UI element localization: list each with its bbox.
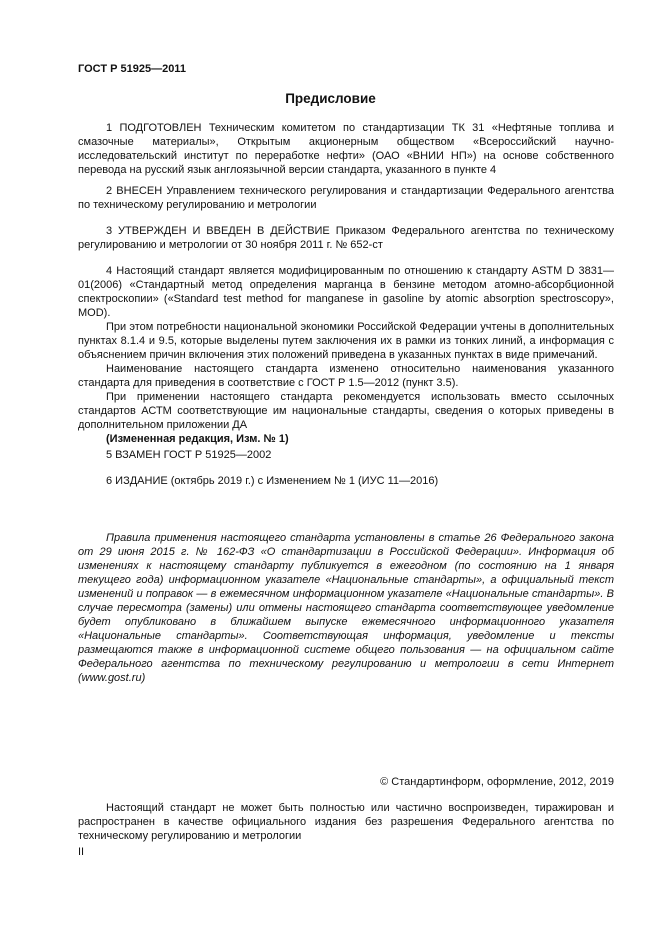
legal-notice [78, 531, 614, 685]
item-4-additions: При этом потребности национальной экономики Российской Федерации учтены в дополнительных пунктах 8.1.4 и 9.5, которые выделены путем заключения их в рамки из тонких линий, а информация с объяснением причин включения этих положений приведена в указанных пунктах в виде примечаний. [78, 321, 614, 361]
item-6 [78, 474, 614, 488]
item-4-text: 4 Настоящий стандарт является модифицированным по отношению к стандарту ASTM D 3831—01(2006) «Стандартный метод определения марганца в бензине методом атомно-абсорбционной спектроскопии» («Standard test method for manganese in gasoline by atomic absorption spectroscopy», MOD). [78, 265, 614, 319]
item-3-text: 3 УТВЕРЖДЕН И ВВЕДЕН В ДЕЙСТВИЕ Приказом Федерального агентства по техническому регулированию и метрологии от 30 ноября 2011 г. № 652-ст [78, 225, 614, 251]
item-2 [78, 184, 614, 212]
rights-statement-text: Настоящий стандарт не может быть полностью или частично воспроизведен, тиражирован и распространен в качестве официального издания без разрешения Федерального агентства по техническому регулированию и метрологии [78, 802, 614, 842]
copyright: © Стандартинформ, оформление, 2012, 2019 [380, 776, 614, 788]
item-1 [78, 121, 614, 177]
item-4-references: При применении настоящего стандарта рекомендуется использовать вместо ссылочных стандартов АСТМ соответствующие им национальные стандарты, сведения о которых приведены в дополнительном приложении ДА [78, 391, 614, 431]
document-code: ГОСТ Р 51925—2011 [78, 63, 186, 75]
amendment-note: (Измененная редакция, Изм. № 1) [106, 433, 289, 445]
page-title: Предисловие [285, 91, 376, 106]
item-6-text: 6 ИЗДАНИЕ (октябрь 2019 г.) с Изменением № 1 (ИУС 11—2016) [106, 475, 439, 487]
item-5 [78, 448, 614, 462]
item-4 [78, 264, 614, 446]
item-1-text: 1 ПОДГОТОВЛЕН Техническим комитетом по стандартизации ТК 31 «Нефтяные топлива и смазочные материалы», Открытым акционерным обществом «Всероссийский научно-исследовательский институт по переработке нефти» (ОАО «ВНИИ НП») на основе собственного перевода на русский язык англоязычной версии стандарта, указанного в пункте 4 [78, 122, 614, 176]
item-5-text: 5 ВЗАМЕН ГОСТ Р 51925—2002 [106, 449, 272, 461]
legal-notice-text: Правила применения настоящего стандарта установлены в статье 26 Федерального закона от 29 июня 2015 г. № 162-ФЗ «О стандартизации в Российской Федерации». Информация об изменениях к настоящему стандарту публикуется в ежегодном (по состоянию на 1 января текущего года) информационном указателе «Национальные стандарты», а официальный текст изменений и поправок — в ежемесячном информационном указателе «Национальные стандарты». В случае пересмотра (замены) или отмены настоящего стандарта соответствующее уведомление будет опубликовано в ближайшем выпуске ежемесячного информационного указателя «Национальные стандарты». Соответствующая информация, уведомление и тексты размещаются также в информационной системе общего пользования — на официальном сайте Федерального агентства по техническому регулированию и метрологии в сети Интернет (www.gost.ru) [78, 532, 614, 684]
item-4-name-change: Наименование настоящего стандарта изменено относительно наименования указанного стандарта для приведения в соответствие с ГОСТ Р 1.5—2012 (пункт 3.5). [78, 363, 614, 389]
page-number: II [78, 846, 85, 858]
rights-statement [78, 801, 614, 843]
item-2-text: 2 ВНЕСЕН Управлением технического регулирования и стандартизации Федерального агентства по техническому регулированию и метрологии [78, 185, 614, 211]
item-3 [78, 224, 614, 252]
